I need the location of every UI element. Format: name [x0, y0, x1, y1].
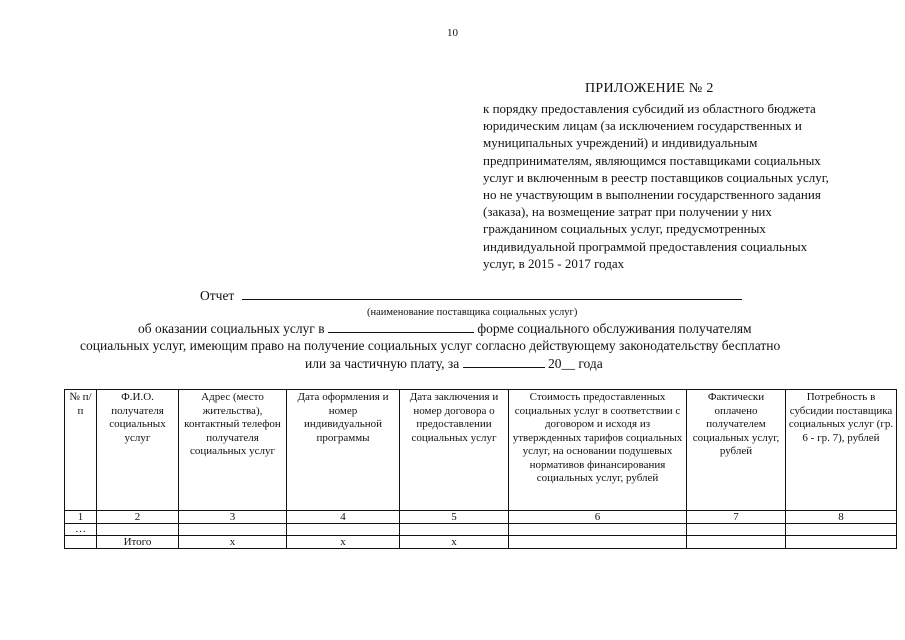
- report-table: [64, 389, 897, 549]
- table-cell[interactable]: [400, 524, 509, 536]
- header-cell: Стоимость предоставленных социальных услуг в соответствии с договором и исходя из утвержденных тарифов социальных услуг, на основании подушевых нормативов финансирования социальных услуг, рублей: [509, 390, 687, 511]
- column-number: 6: [509, 511, 687, 524]
- table-cell[interactable]: [287, 524, 400, 536]
- header-cell: Адрес (место жительства), контактный телефон получателя социальных услуг: [179, 390, 287, 511]
- appendix-line: юридическим лицам (за исключением государственных и: [483, 118, 802, 134]
- table-cell[interactable]: [179, 524, 287, 536]
- total-cell: [65, 536, 97, 549]
- table-row: [65, 524, 897, 536]
- table-cell[interactable]: [687, 524, 786, 536]
- appendix-line: но не участвующим в выполнении государственного задания: [483, 187, 821, 203]
- provider-name-blank[interactable]: [242, 288, 742, 300]
- table-cell[interactable]: [786, 524, 897, 536]
- appendix-line: к порядку предоставления субсидий из областного бюджета: [483, 101, 816, 116]
- column-number: 7: [687, 511, 786, 524]
- period-blank[interactable]: [463, 356, 545, 368]
- header-cell: Фактически оплачено получателем социальных услуг, рублей: [687, 390, 786, 511]
- report-label: Отчет: [200, 288, 235, 303]
- report-title-line: [200, 288, 742, 304]
- column-number: 5: [400, 511, 509, 524]
- column-number: 3: [179, 511, 287, 524]
- header-cell: Дата оформления и номер индивидуальной программы: [287, 390, 400, 511]
- appendix-line: муниципальных учреждений) и индивидуальным: [483, 135, 758, 151]
- header-cell: Ф.И.О. получателя социальных услуг: [97, 390, 179, 511]
- column-number: 2: [97, 511, 179, 524]
- line1-end: форме социального обслуживания получателям: [477, 321, 752, 336]
- total-cell: x: [179, 536, 287, 549]
- service-form-blank[interactable]: [328, 321, 474, 333]
- appendix-line: услуг, в 2015 - 2017 годах: [483, 255, 625, 271]
- total-cell[interactable]: [786, 536, 897, 549]
- header-cell: Дата заключения и номер договора о предоставлении социальных услуг: [400, 390, 509, 511]
- header-cell: Потребность в субсидии поставщика социальных услуг (гр. 6 - гр. 7), рублей: [786, 390, 897, 511]
- report-line-1: [138, 321, 752, 337]
- column-number: 1: [65, 511, 97, 524]
- table-cell[interactable]: [509, 524, 687, 536]
- header-row: [65, 390, 897, 511]
- appendix-description: [483, 100, 893, 272]
- appendix-line: услуг и включенным в реестр поставщиков социальных услуг,: [483, 169, 829, 185]
- column-number: 4: [287, 511, 400, 524]
- ellipsis-cell: …: [65, 524, 97, 536]
- line3-start: или за частичную плату, за: [305, 356, 460, 371]
- table-cell[interactable]: [97, 524, 179, 536]
- appendix-line: (заказа), на возмещение затрат при получении у них: [483, 204, 772, 220]
- report-line-2: социальных услуг, имеющим право на получение социальных услуг согласно действующему законодательству бесплатно: [80, 338, 781, 353]
- total-label: Итого: [97, 536, 179, 549]
- column-numbers-row: [65, 511, 897, 524]
- provider-hint: (наименование поставщика социальных услуг): [367, 307, 578, 318]
- page-number: 10: [447, 27, 458, 39]
- appendix-line: гражданином социальных услуг, предусмотренных: [483, 221, 766, 237]
- appendix-line: индивидуальной программой предоставления социальных: [483, 238, 808, 254]
- total-row: [65, 536, 897, 549]
- line3-year: 20__ года: [547, 356, 603, 371]
- total-cell[interactable]: [687, 536, 786, 549]
- appendix-line: предпринимателям, являющимся поставщиками социальных: [483, 152, 821, 168]
- total-cell: x: [400, 536, 509, 549]
- total-cell[interactable]: [509, 536, 687, 549]
- total-cell: x: [287, 536, 400, 549]
- column-number: 8: [786, 511, 897, 524]
- line1-start: об оказании социальных услуг в: [138, 321, 325, 336]
- appendix-title: ПРИЛОЖЕНИЕ № 2: [585, 81, 714, 96]
- report-line-3: [305, 356, 603, 372]
- header-cell: № п/п: [65, 390, 97, 511]
